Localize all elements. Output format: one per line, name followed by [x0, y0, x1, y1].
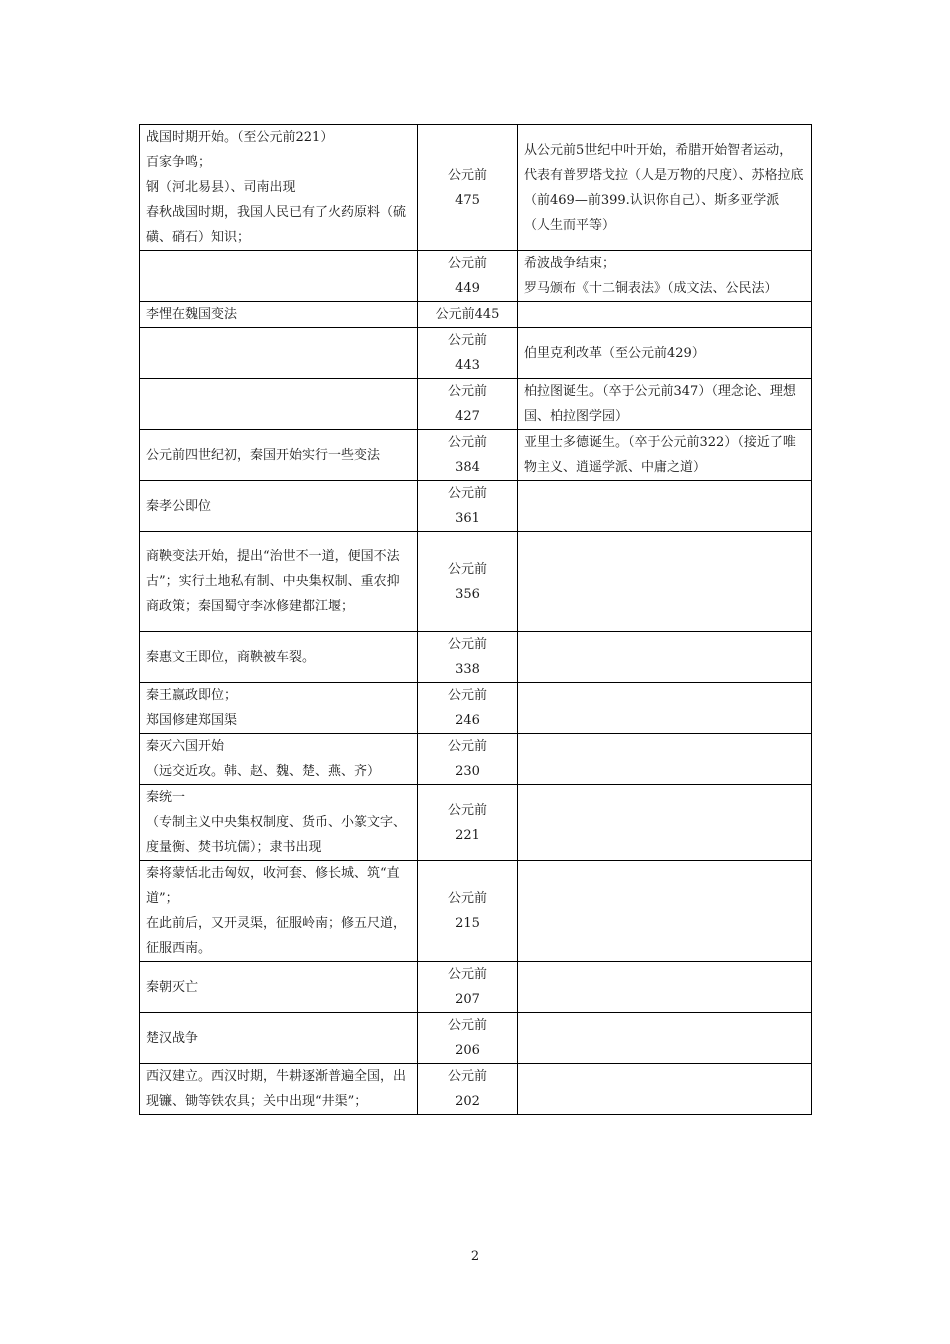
timeline-row: [140, 785, 812, 861]
event-text: 在此前后，又开灵渠，征服岭南；修五尺道，征服西南。: [146, 916, 407, 956]
china-event-cell: [140, 785, 418, 861]
event-text: 伯里克利改革（至公元前429）: [524, 345, 705, 361]
year-text: 427: [455, 409, 480, 424]
china-event-cell: [140, 632, 418, 683]
timeline-row: [140, 302, 812, 328]
event-text: 西汉建立。西汉时期，牛耕逐渐普遍全国，出现镰、锄等铁农具；关中出现“井渠”；: [146, 1069, 407, 1109]
year-text: 公元前: [447, 561, 487, 577]
event-text: 秦王嬴政即位；: [146, 688, 238, 703]
timeline-row: [140, 481, 812, 532]
year-cell: [418, 861, 518, 962]
china-event-cell: [140, 734, 418, 785]
event-text: 战国时期开始。（至公元前221）: [146, 130, 334, 145]
china-event-cell: [140, 430, 418, 481]
world-event-cell: [518, 785, 812, 861]
year-cell: [418, 632, 518, 683]
year-text: 202: [455, 1094, 480, 1109]
year-text: 公元前: [447, 384, 487, 399]
timeline-row: [140, 683, 812, 734]
year-text: 215: [455, 916, 480, 931]
timeline-row: [140, 251, 812, 302]
year-text: 449: [455, 281, 480, 296]
year-text: 206: [455, 1043, 480, 1058]
event-text: （专制主义中央集权制度、货币、小篆文字、度量衡、焚书坑儒）；隶书出现: [146, 815, 407, 855]
timeline-row: [140, 1064, 812, 1115]
china-event-cell: [140, 379, 418, 430]
china-event-cell: [140, 1064, 418, 1115]
event-text: 秦统一: [146, 790, 186, 805]
timeline-row: [140, 532, 812, 632]
timeline-row: [140, 632, 812, 683]
year-text: 公元前: [447, 256, 487, 271]
year-text: 221: [455, 827, 480, 843]
year-text: 公元前: [447, 739, 487, 754]
year-text: 公元前: [447, 637, 487, 652]
event-text: 从公元前5世纪中叶开始，希腊开始智者运动，代表有普罗塔戈拉（人是万物的尺度）、苏格拉底（前469—前399.认识你自己）、斯多亚学派（人生而平等）: [524, 142, 804, 233]
world-event-cell: [518, 1013, 812, 1064]
timeline-row: [140, 962, 812, 1013]
year-text: 338: [455, 662, 480, 677]
event-text: 罗马颁布《十二铜表法》（成文法、公民法）: [524, 281, 778, 296]
china-event-cell: [140, 1013, 418, 1064]
year-text: 361: [455, 511, 480, 526]
year-cell: [418, 785, 518, 861]
year-text: 公元前: [447, 688, 487, 703]
world-event-cell: [518, 532, 812, 632]
event-text: 柏拉图诞生。（卒于公元前347）（理念论、理想国、柏拉图学园）: [524, 384, 796, 424]
year-cell: [418, 430, 518, 481]
timeline-table-body: [140, 125, 812, 1115]
event-text: 秦惠文王即位，商鞅被车裂。: [146, 649, 316, 665]
world-event-cell: [518, 962, 812, 1013]
event-text: 秦朝灭亡: [146, 979, 199, 995]
year-text: 公元前: [447, 333, 487, 348]
event-text: 秦将蒙恬北击匈奴，收河套、修长城、筑“直道”；: [146, 866, 400, 906]
china-event-cell: [140, 302, 418, 328]
china-event-cell: [140, 328, 418, 379]
world-event-cell: [518, 430, 812, 481]
year-text: 公元前: [447, 167, 487, 183]
year-cell: [418, 328, 518, 379]
year-text: 207: [455, 992, 480, 1007]
timeline-row: [140, 734, 812, 785]
year-text: 443: [455, 358, 480, 373]
year-text: 384: [455, 460, 480, 475]
china-event-cell: [140, 481, 418, 532]
timeline-row: [140, 379, 812, 430]
year-cell: [418, 962, 518, 1013]
china-event-cell: [140, 962, 418, 1013]
year-cell: [418, 379, 518, 430]
history-timeline-table: [139, 124, 812, 1115]
world-event-cell: [518, 683, 812, 734]
page-number: 2: [470, 1249, 480, 1264]
event-text: 郑国修建郑国渠: [146, 713, 238, 728]
year-text: 246: [455, 713, 480, 728]
year-text: 公元前: [447, 486, 487, 501]
year-cell: [418, 251, 518, 302]
year-cell: [418, 125, 518, 251]
year-text: 公元前: [447, 802, 487, 818]
year-cell: [418, 481, 518, 532]
china-event-cell: [140, 861, 418, 962]
timeline-row: [140, 1013, 812, 1064]
world-event-cell: [518, 379, 812, 430]
world-event-cell: [518, 302, 812, 328]
event-text: 公元前四世纪初，秦国开始实行一些变法: [146, 447, 381, 463]
event-text: 李悝在魏国变法: [146, 307, 238, 322]
world-event-cell: [518, 328, 812, 379]
timeline-row: [140, 328, 812, 379]
year-cell: [418, 1064, 518, 1115]
year-text: 公元前: [447, 891, 487, 906]
china-event-cell: [140, 125, 418, 251]
year-text: 公元前445: [435, 307, 500, 322]
world-event-cell: [518, 1064, 812, 1115]
event-text: 春秋战国时期，我国人民已有了火药原料（硫磺、硝石）知识；: [146, 205, 407, 245]
event-text: 亚里士多德诞生。（卒于公元前322）（接近了唯物主义、逍遥学派、中庸之道）: [524, 435, 796, 475]
event-text: 秦灭六国开始: [146, 739, 225, 754]
timeline-row: [140, 125, 812, 251]
year-text: 公元前: [447, 435, 487, 450]
event-text: 百家争鸣；: [146, 155, 212, 170]
year-text: 公元前: [447, 1018, 487, 1033]
china-event-cell: [140, 683, 418, 734]
world-event-cell: [518, 861, 812, 962]
event-text: 商鞅变法开始，提出“治世不一道，便国不法古”；实行土地私有制、中央集权制、重农抑商政策；秦国蜀守李冰修建都江堰；: [146, 549, 400, 614]
year-cell: [418, 302, 518, 328]
year-text: 230: [455, 764, 480, 779]
event-text: 希波战争结束；: [524, 256, 616, 271]
timeline-row: [140, 861, 812, 962]
world-event-cell: [518, 125, 812, 251]
china-event-cell: [140, 532, 418, 632]
event-text: 楚汉战争: [146, 1030, 199, 1046]
event-text: 秦孝公即位: [146, 498, 212, 514]
year-cell: [418, 683, 518, 734]
year-text: 公元前: [447, 1069, 487, 1084]
year-cell: [418, 1013, 518, 1064]
china-event-cell: [140, 251, 418, 302]
world-event-cell: [518, 251, 812, 302]
year-cell: [418, 532, 518, 632]
year-text: 356: [455, 586, 480, 602]
world-event-cell: [518, 632, 812, 683]
world-event-cell: [518, 734, 812, 785]
world-event-cell: [518, 481, 812, 532]
timeline-row: [140, 430, 812, 481]
event-text: （远交近攻。韩、赵、魏、楚、燕、齐）: [146, 764, 381, 779]
event-text: 钢（河北易县）、司南出现: [146, 180, 296, 195]
year-text: 475: [455, 192, 480, 208]
year-text: 公元前: [447, 967, 487, 982]
year-cell: [418, 734, 518, 785]
